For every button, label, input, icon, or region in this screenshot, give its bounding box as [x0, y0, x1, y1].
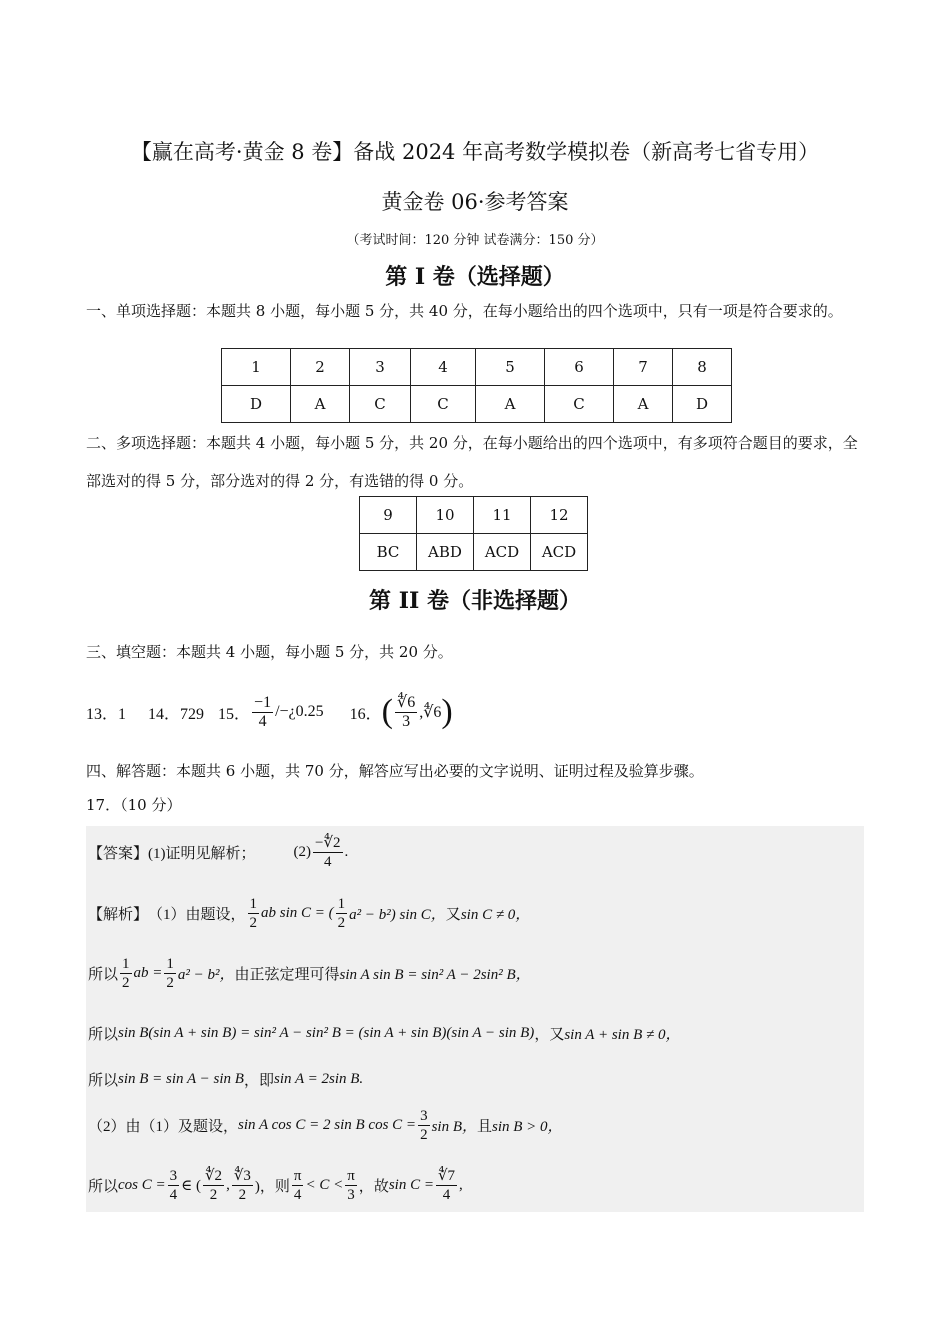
table-row [222, 386, 732, 423]
fraction-numerator: 3 [169, 1167, 178, 1184]
half-fraction [120, 955, 132, 992]
table-cell: C [545, 386, 614, 423]
analysis-text: 且 [476, 1118, 492, 1135]
part1-title: 第 I 卷（选择题） [385, 264, 565, 290]
math-expression: sin C ≠ 0， [460, 906, 531, 923]
q16-label: 16． [349, 705, 382, 723]
analysis-line-2 [88, 950, 531, 996]
table-cell: C [411, 386, 476, 423]
root3-fraction [232, 1167, 253, 1204]
root7-fraction [436, 1167, 457, 1204]
exam-info: （考试时间：120 分钟 试卷满分：150 分） [346, 233, 604, 248]
math-expression: < C < [305, 1176, 344, 1193]
pi-over-4-fraction [292, 1167, 304, 1204]
fraction-denominator: 2 [209, 1186, 218, 1203]
answer-line: 【答案】 (1)证明见解析； (2) $\frac{-∜2}{4}$ . [88, 834, 349, 870]
document-title: 【赢在高考·黄金 8 卷】备战 2024 年高考数学模拟卷（新高考七省专用） [130, 140, 820, 164]
q16-numerator: ∜6 [397, 693, 416, 711]
math-expression: sin B， [431, 1118, 477, 1135]
math-expression: sin B(sin A + sin B) = sin² A − sin² B = (sin A + sin B)(sin A − sin B) [118, 1024, 535, 1041]
analysis-line-6 [88, 1162, 463, 1208]
fraction-denominator: 2 [166, 974, 174, 991]
math-expression: , [459, 1176, 463, 1193]
section3-instructions: 三、填空题：本题共 4 小题，每小题 5 分，共 20 分。 [86, 643, 453, 661]
table-cell: A [614, 386, 673, 423]
math-expression: , [226, 1176, 230, 1193]
table-row [360, 534, 588, 571]
fraction-numerator: 3 [420, 1107, 428, 1124]
table-cell: C [350, 386, 411, 423]
answer-tag: 【答案】 [88, 845, 149, 862]
part2-title: 第 II 卷（非选择题） [369, 588, 581, 614]
q13-answer: 13．1 [86, 705, 127, 723]
section2-instructions: 二、多项选择题：本题共 4 小题，每小题 5 分，共 20 分，在每小题给出的四个选项中，有多项符合题目的要求，全部选对的得 5 分，部分选对的得 2 分，有选错的得 0 分。 [86, 434, 858, 490]
table-cell: 3 [350, 349, 411, 386]
table-cell: A [291, 386, 350, 423]
table-cell: 2 [291, 349, 350, 386]
analysis-text: （1）由题设， [148, 906, 246, 923]
single-choice-answer-table [221, 348, 732, 423]
math-expression: sin A cos C = 2 sin B cos C = [238, 1116, 417, 1133]
math-expression: sin B > 0， [492, 1118, 563, 1135]
fraction-denominator: 3 [347, 1186, 355, 1203]
fraction-numerator: 1 [249, 895, 258, 912]
math-expression: sin B = sin A − sin B [118, 1070, 244, 1087]
math-expression: a² − b²) sin C， [349, 906, 446, 923]
fraction-denominator: 4 [442, 1186, 451, 1203]
math-expression: sin C = [388, 1176, 434, 1193]
analysis-text: 所以 [88, 966, 119, 983]
question17-label: 17．（10 分） [86, 796, 182, 814]
fraction-numerator: ∜2 [205, 1167, 223, 1184]
math-expression: sin A = 2sin B. [274, 1070, 364, 1087]
q15-fraction [252, 694, 273, 731]
fraction-numerator: π [347, 1167, 355, 1184]
table-cell: ACD [531, 534, 588, 571]
analysis-text: ，即 [243, 1072, 274, 1089]
half-fraction [336, 895, 348, 932]
fraction-denominator: 2 [249, 914, 258, 931]
half-fraction [248, 895, 260, 932]
table-cell: 4 [411, 349, 476, 386]
math-expression: sin A + sin B ≠ 0， [564, 1026, 681, 1043]
fraction-denominator: 2 [122, 974, 130, 991]
left-paren-symbol: ( [381, 693, 393, 730]
math-expression: ∈ ( [181, 1177, 201, 1194]
table-cell: D [222, 386, 291, 423]
fraction-denominator: 2 [420, 1126, 428, 1143]
table-cell: 10 [417, 497, 474, 534]
q14-answer: 14．729 [148, 705, 205, 723]
table-cell: 1 [222, 349, 291, 386]
math-expression: ab sin C = ( [261, 904, 334, 921]
analysis-text: 所以 [88, 1072, 119, 1089]
fraction-numerator: 1 [166, 955, 174, 972]
table-cell: 9 [360, 497, 417, 534]
table-cell: 8 [673, 349, 732, 386]
answer-part1: (1)证明见解析； [148, 845, 256, 862]
q15-label: 15． [218, 705, 251, 723]
math-expression: a² − b²， [177, 966, 235, 983]
fraction-numerator: 1 [122, 955, 130, 972]
table-cell: ABD [417, 534, 474, 571]
table-cell: ACD [474, 534, 531, 571]
fraction-numerator: ∜3 [233, 1167, 251, 1184]
document-subtitle: 黄金卷 06·参考答案 [381, 190, 569, 214]
multi-choice-answer-table [359, 496, 588, 571]
fraction-denominator: 4 [324, 853, 332, 870]
table-cell: 5 [476, 349, 545, 386]
math-expression: )， [254, 1178, 275, 1195]
fraction-numerator: 1 [337, 895, 346, 912]
fill-in-answers [86, 684, 786, 740]
analysis-line-5 [88, 1102, 563, 1148]
math-expression: ， [358, 1178, 374, 1195]
fraction-numerator: ∜7 [437, 1167, 456, 1184]
table-cell: 11 [474, 497, 531, 534]
pi-over-3-fraction [345, 1167, 357, 1204]
math-expression: sin A sin B = sin² A − 2sin² B， [339, 966, 531, 983]
fraction-denominator: 4 [293, 1186, 302, 1203]
fraction-denominator: 2 [337, 914, 346, 931]
analysis-text: 则 [274, 1178, 290, 1195]
fraction-denominator: 2 [238, 1186, 247, 1203]
analysis-text: ，又 [534, 1026, 565, 1043]
analysis-text: （2）由（1）及题设， [88, 1118, 239, 1135]
q15-denominator: 4 [258, 712, 267, 730]
right-paren-symbol: ) [441, 693, 453, 730]
math-expression: ab = [133, 964, 163, 981]
analysis-text: 所以 [88, 1178, 119, 1195]
q16-denominator: 3 [402, 712, 411, 730]
table-row [222, 349, 732, 386]
answer-part2-label: (2) [293, 843, 312, 860]
fraction-numerator: −∜2 [315, 834, 341, 851]
analysis-line-1 [88, 890, 530, 936]
q15-tail: /−¿0.25 [275, 703, 324, 720]
table-cell: 6 [545, 349, 614, 386]
analysis-tag: 【解析】 [88, 906, 149, 923]
table-cell: 12 [531, 497, 588, 534]
table-cell: A [476, 386, 545, 423]
section4-instructions: 四、解答题：本题共 6 小题，共 70 分，解答应写出必要的文字说明、证明过程及验算步骤。 [86, 762, 704, 780]
table-row [360, 497, 588, 534]
q16-fraction [395, 694, 417, 731]
analysis-text: 所以 [88, 1026, 119, 1043]
analysis-text: 又 [445, 906, 461, 923]
section1-instructions: 一、单项选择题：本题共 8 小题，每小题 5 分，共 40 分，在每小题给出的四个选项中，只有一项是符合要求的。 [86, 302, 843, 320]
fraction-denominator: 4 [169, 1186, 178, 1203]
analysis-text: 由正弦定理可得 [234, 966, 340, 983]
q15-numerator: −1 [254, 693, 272, 711]
q16-tail: ,∜6 [419, 704, 442, 721]
analysis-line-3 [88, 1010, 680, 1056]
root2-fraction [203, 1167, 224, 1204]
math-expression: cos C = [118, 1176, 166, 1193]
table-cell: 7 [614, 349, 673, 386]
table-cell: D [673, 386, 732, 423]
half-fraction [164, 955, 176, 992]
answer-part2-fraction [313, 834, 343, 871]
analysis-line-4 [88, 1064, 363, 1094]
cos-fraction [168, 1167, 180, 1204]
analysis-text: 故 [373, 1178, 389, 1195]
three-halves-fraction [418, 1107, 430, 1144]
fraction-numerator: π [293, 1167, 302, 1184]
table-cell: BC [360, 534, 417, 571]
